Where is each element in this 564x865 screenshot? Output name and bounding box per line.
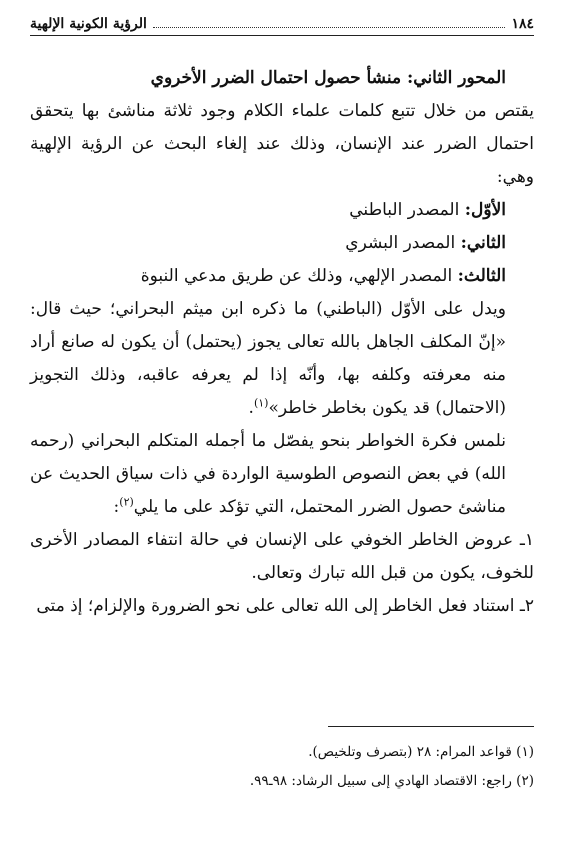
main-text xyxy=(30,62,534,623)
footnote-ref-2: (٢) xyxy=(119,495,134,509)
source-label: الأوّل: xyxy=(464,200,506,220)
point-1: ١ـ عروض الخاطر الخوفي على الإنسان في حالة انتفاء المصادر الأخرى للخوف، يكون من قبل الله تبارك وتعالى. xyxy=(30,530,534,583)
running-header xyxy=(30,10,534,36)
source-item-3 xyxy=(30,260,534,293)
source-item-2 xyxy=(30,227,534,260)
khawatir-paragraph xyxy=(30,425,534,524)
header-leader-dots xyxy=(153,27,506,28)
footnotes xyxy=(30,738,534,796)
quote-text: ويدل على الأوّل (الباطني) ما ذكره ابن ميثم البحراني؛ حيث قال: «إنّ المكلف الجاهل بالله تعالى يجوز (يحتمل) أن يكون له صانع أراد منه معرفته وكلفه بها، وأنّه إذا لم يعرفه عاقبه، وذلك التجويز (الاحتمال) قد يكون بخاطر خاطر» xyxy=(30,299,506,418)
source-label: الثالث: xyxy=(457,266,506,286)
footnote-ref-1: (١) xyxy=(253,396,269,410)
source-text: المصدر البشري xyxy=(345,233,456,253)
quote-end: . xyxy=(248,398,254,418)
page-number: ١٨٤ xyxy=(511,16,534,32)
khawatir-end: : xyxy=(113,497,120,517)
point-2: ٢ـ استناد فعل الخاطر إلى الله تعالى على نحو الضرورة والإلزام؛ إذ متى xyxy=(36,596,534,616)
source-text: المصدر الإلهي، وذلك عن طريق مدعي النبوة xyxy=(140,266,453,286)
footnote-2: (٢) راجع: الاقتصاد الهادي إلى سبيل الرشاد: ٩٨ـ٩٩. xyxy=(249,773,534,789)
quote-paragraph xyxy=(30,293,534,425)
book-title: الرؤية الكونية الإلهية xyxy=(30,16,147,32)
source-text: المصدر الباطني xyxy=(349,200,460,220)
source-item-1 xyxy=(30,194,534,227)
footnote-1: (١) قواعد المرام: ٢٨ (بتصرف وتلخيص). xyxy=(308,744,534,760)
intro-paragraph: يقتص من خلال تتبع كلمات علماء الكلام وجود ثلاثة مناشئ بها يتحقق احتمال الضرر عند الإنسان، وذلك عند إلغاء البحث عن الرؤية الإلهية وهي: xyxy=(30,101,534,187)
section-title: المحور الثاني: منشأ حصول احتمال الضرر الأخروي xyxy=(150,68,506,88)
source-label: الثاني: xyxy=(460,233,506,253)
footnote-separator xyxy=(328,726,534,727)
khawatir-text: نلمس فكرة الخواطر بنحو يفصّل ما أجمله المتكلم البحراني (رحمه الله) في بعض النصوص الطوسية الواردة في ذات سياق الحديث عن مناشئ حصول الضرر المحتمل، التي تؤكد على ما يلي xyxy=(30,431,506,517)
